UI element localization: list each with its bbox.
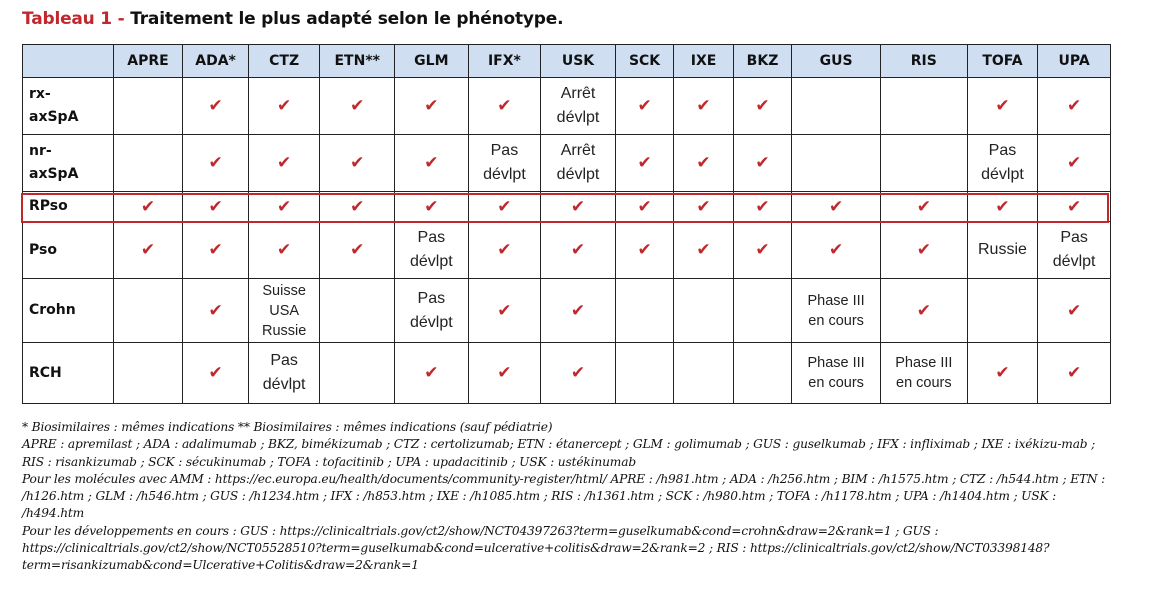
table-cell — [113, 135, 183, 192]
table-cell — [615, 279, 673, 343]
check-mark-icon: ✔ — [792, 222, 881, 279]
table-cell: Russie — [967, 222, 1038, 279]
check-mark-icon: ✔ — [967, 343, 1038, 404]
column-header: CTZ — [248, 45, 320, 78]
table-cell — [113, 343, 183, 404]
footnotes — [22, 419, 1112, 575]
table-cell: Phase III en cours — [792, 279, 881, 343]
check-mark-icon: ✔ — [615, 135, 673, 192]
check-mark-icon: ✔ — [1038, 279, 1111, 343]
header-corner — [23, 45, 114, 78]
check-mark-icon: ✔ — [541, 192, 616, 222]
treatment-table — [22, 44, 1111, 404]
column-header: GUS — [792, 45, 881, 78]
table-cell — [880, 78, 967, 135]
table-cell: Arrêt dévlpt — [541, 135, 616, 192]
table-cell — [615, 343, 673, 404]
check-mark-icon: ✔ — [733, 135, 791, 192]
check-mark-icon: ✔ — [1038, 78, 1111, 135]
footnote-biosimilaires: * Biosimilaires : mêmes indications ** Biosimilaires : mêmes indications (sauf pédiatrie) — [22, 420, 553, 434]
table-cell: Pas dévlpt — [395, 222, 469, 279]
column-header: IXE — [674, 45, 733, 78]
check-mark-icon: ✔ — [113, 192, 183, 222]
check-mark-icon: ✔ — [733, 192, 791, 222]
check-mark-icon: ✔ — [792, 192, 881, 222]
check-mark-icon: ✔ — [615, 222, 673, 279]
check-mark-icon: ✔ — [967, 192, 1038, 222]
check-mark-icon: ✔ — [320, 192, 395, 222]
table-cell — [880, 135, 967, 192]
table-cell — [733, 279, 791, 343]
column-header: USK — [541, 45, 616, 78]
check-mark-icon: ✔ — [320, 78, 395, 135]
check-mark-icon: ✔ — [541, 279, 616, 343]
check-mark-icon: ✔ — [248, 135, 320, 192]
check-mark-icon: ✔ — [468, 222, 541, 279]
check-mark-icon: ✔ — [183, 78, 249, 135]
check-mark-icon: ✔ — [967, 78, 1038, 135]
check-mark-icon: ✔ — [113, 222, 183, 279]
column-header: APRE — [113, 45, 183, 78]
footnote-developments-links: Pour les développements en cours : GUS : https://clinicaltrials.gov/ct2/show/NCT04397263?term=guselkumab&cond=crohn&draw=2&rank=1 ; GUS : https://clinicaltrials.gov/ct2/show/NCT05528510?term=guselkumab&cond=ulcerative+colitis&draw=2&rank=2 ; RIS : https://clinicaltrials.gov/ct2/show/NCT03398148?term=risankizumab&cond=Ulcerative+Colitis&draw=2&rank=1 — [22, 523, 1050, 573]
check-mark-icon: ✔ — [183, 222, 249, 279]
check-mark-icon: ✔ — [183, 192, 249, 222]
table-cell — [320, 279, 395, 343]
check-mark-icon: ✔ — [248, 192, 320, 222]
column-header: ETN** — [320, 45, 395, 78]
column-header: UPA — [1038, 45, 1111, 78]
table-title — [22, 9, 563, 29]
table-cell: Suisse USA Russie — [248, 279, 320, 343]
table-row — [23, 135, 1111, 192]
check-mark-icon: ✔ — [395, 343, 469, 404]
check-mark-icon: ✔ — [674, 192, 733, 222]
table-body — [23, 78, 1111, 404]
check-mark-icon: ✔ — [880, 192, 967, 222]
row-header: RCH — [23, 343, 114, 404]
check-mark-icon: ✔ — [615, 192, 673, 222]
check-mark-icon: ✔ — [183, 135, 249, 192]
check-mark-icon: ✔ — [395, 135, 469, 192]
table-cell: Phase III en cours — [792, 343, 881, 404]
check-mark-icon: ✔ — [395, 78, 469, 135]
row-header: Crohn — [23, 279, 114, 343]
check-mark-icon: ✔ — [1038, 135, 1111, 192]
check-mark-icon: ✔ — [674, 135, 733, 192]
table-row — [23, 78, 1111, 135]
check-mark-icon: ✔ — [1038, 343, 1111, 404]
table-cell: Phase III en cours — [880, 343, 967, 404]
check-mark-icon: ✔ — [1038, 192, 1111, 222]
table-cell — [113, 78, 183, 135]
check-mark-icon: ✔ — [674, 222, 733, 279]
table-cell: Arrêt dévlpt — [541, 78, 616, 135]
table-cell — [733, 343, 791, 404]
column-header: ADA* — [183, 45, 249, 78]
table-cell: Pas dévlpt — [1038, 222, 1111, 279]
table-row — [23, 279, 1111, 343]
table-cell — [320, 343, 395, 404]
table-cell — [792, 135, 881, 192]
check-mark-icon: ✔ — [320, 135, 395, 192]
column-header: GLM — [395, 45, 469, 78]
check-mark-icon: ✔ — [541, 343, 616, 404]
table-cell — [674, 343, 733, 404]
row-header: rx- axSpA — [23, 78, 114, 135]
check-mark-icon: ✔ — [183, 343, 249, 404]
check-mark-icon: ✔ — [248, 78, 320, 135]
check-mark-icon: ✔ — [183, 279, 249, 343]
table-number: Tableau 1 - — [22, 9, 125, 29]
header-row — [23, 45, 1111, 78]
row-header: Pso — [23, 222, 114, 279]
table-row — [23, 222, 1111, 279]
check-mark-icon: ✔ — [541, 222, 616, 279]
check-mark-icon: ✔ — [395, 192, 469, 222]
table-cell — [113, 279, 183, 343]
table-cell: Pas dévlpt — [248, 343, 320, 404]
table-cell: Pas dévlpt — [967, 135, 1038, 192]
column-header: TOFA — [967, 45, 1038, 78]
check-mark-icon: ✔ — [733, 78, 791, 135]
column-header: BKZ — [733, 45, 791, 78]
table-caption: Traitement le plus adapté selon le phénotype. — [130, 9, 564, 29]
check-mark-icon: ✔ — [615, 78, 673, 135]
check-mark-icon: ✔ — [468, 192, 541, 222]
check-mark-icon: ✔ — [468, 279, 541, 343]
check-mark-icon: ✔ — [248, 222, 320, 279]
check-mark-icon: ✔ — [320, 222, 395, 279]
column-header: IFX* — [468, 45, 541, 78]
check-mark-icon: ✔ — [880, 279, 967, 343]
table-row — [23, 343, 1111, 404]
table-cell — [967, 279, 1038, 343]
check-mark-icon: ✔ — [674, 78, 733, 135]
table-cell: Pas dévlpt — [395, 279, 469, 343]
row-header: nr- axSpA — [23, 135, 114, 192]
table-row — [23, 192, 1111, 222]
table-cell — [792, 78, 881, 135]
table-cell: Pas dévlpt — [468, 135, 541, 192]
footnote-amm-links: Pour les molécules avec AMM : https://ec.europa.eu/health/documents/community-register/html/ APRE : /h981.htm ; ADA : /h256.htm ; BIM : /h1575.htm ; CTZ : /h544.htm ; ETN : /h126.htm ; GLM : /h546.htm ; GUS : /h1234.htm ; IFX : /h853.htm ; IXE : /h1085.htm ; RIS : /h1361.htm ; SCK : /h980.htm ; TOFA : /h1178.htm ; UPA : /h1404.htm ; USK : /h494.htm — [22, 471, 1106, 521]
check-mark-icon: ✔ — [468, 343, 541, 404]
row-header: RPso — [23, 192, 114, 222]
column-header: RIS — [880, 45, 967, 78]
check-mark-icon: ✔ — [733, 222, 791, 279]
column-header: SCK — [615, 45, 673, 78]
table-cell — [674, 279, 733, 343]
footnote-abbreviations: APRE : apremilast ; ADA : adalimumab ; BKZ, bimékizumab ; CTZ : certolizumab; ETN : étanercept ; GLM : golimumab ; GUS : guselkumab ; IFX : infliximab ; IXE : ixékizu-mab ; RIS : risankizumab ; SCK : sécukinumab ; TOFA : tofacitinib ; UPA : upadacitinib ; USK : ustékinumab — [22, 437, 1096, 469]
check-mark-icon: ✔ — [468, 78, 541, 135]
check-mark-icon: ✔ — [880, 222, 967, 279]
